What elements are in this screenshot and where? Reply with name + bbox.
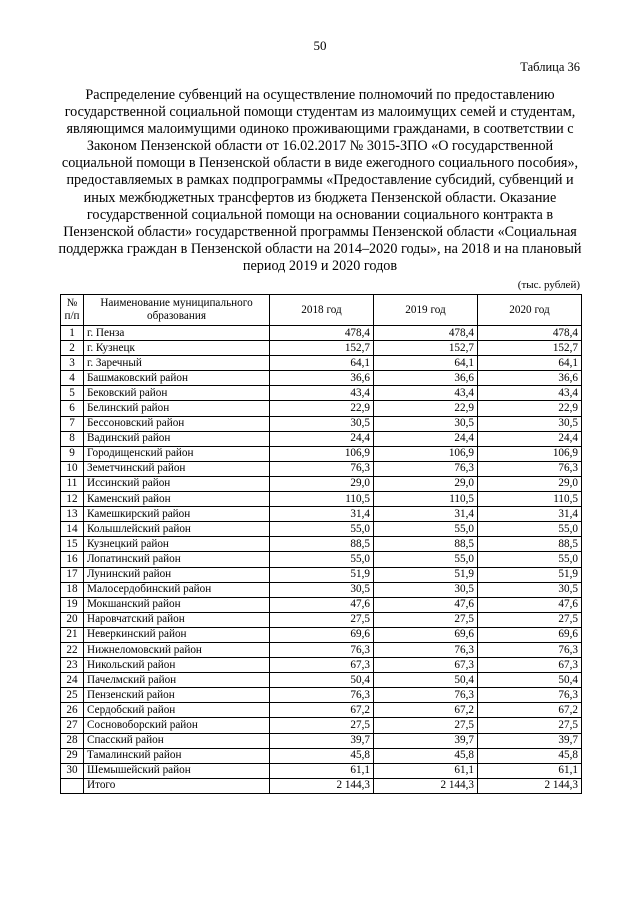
row-2018: 50,4 xyxy=(270,673,374,688)
row-2018: 76,3 xyxy=(270,642,374,657)
row-2018: 31,4 xyxy=(270,507,374,522)
row-num: 16 xyxy=(61,552,84,567)
row-name: Нижнеломовский район xyxy=(84,642,270,657)
row-2019: 47,6 xyxy=(374,597,478,612)
row-2018: 45,8 xyxy=(270,748,374,763)
row-name: Кузнецкий район xyxy=(84,537,270,552)
row-2020: 31,4 xyxy=(478,507,582,522)
table-row xyxy=(61,748,582,763)
row-num: 7 xyxy=(61,416,84,431)
row-num: 24 xyxy=(61,673,84,688)
row-name: Земетчинский район xyxy=(84,461,270,476)
row-2018: 76,3 xyxy=(270,461,374,476)
row-2020: 76,3 xyxy=(478,688,582,703)
table-row xyxy=(61,492,582,507)
row-num: 10 xyxy=(61,461,84,476)
row-2019: 61,1 xyxy=(374,763,478,778)
row-2019: 31,4 xyxy=(374,507,478,522)
row-2018: 67,3 xyxy=(270,658,374,673)
row-num: 5 xyxy=(61,386,84,401)
row-num: 23 xyxy=(61,658,84,673)
row-2018: 36,6 xyxy=(270,371,374,386)
table-row xyxy=(61,733,582,748)
row-2019: 67,3 xyxy=(374,658,478,673)
row-num: 25 xyxy=(61,688,84,703)
row-name: Сердобский район xyxy=(84,703,270,718)
row-name: Наровчатский район xyxy=(84,612,270,627)
row-2018: 30,5 xyxy=(270,416,374,431)
row-2018: 76,3 xyxy=(270,688,374,703)
row-num: 30 xyxy=(61,763,84,778)
row-2019: 55,0 xyxy=(374,552,478,567)
row-2020: 39,7 xyxy=(478,733,582,748)
row-2018: 27,5 xyxy=(270,718,374,733)
row-num: 21 xyxy=(61,627,84,642)
page-number: 50 xyxy=(313,38,327,53)
row-2020: 55,0 xyxy=(478,552,582,567)
row-name: Лопатинский район xyxy=(84,552,270,567)
row-2018: 27,5 xyxy=(270,612,374,627)
row-num: 28 xyxy=(61,733,84,748)
row-name: г. Кузнецк xyxy=(84,341,270,356)
row-num: 19 xyxy=(61,597,84,612)
row-2020: 76,3 xyxy=(478,642,582,657)
row-2019: 76,3 xyxy=(374,688,478,703)
row-name: Неверкинский район xyxy=(84,627,270,642)
row-num: 12 xyxy=(61,492,84,507)
row-2019: 30,5 xyxy=(374,582,478,597)
table-row xyxy=(61,552,582,567)
table-row xyxy=(61,597,582,612)
row-2020: 43,4 xyxy=(478,386,582,401)
row-2020: 45,8 xyxy=(478,748,582,763)
row-2019: 27,5 xyxy=(374,718,478,733)
row-2019: 55,0 xyxy=(374,522,478,537)
row-2018: 67,2 xyxy=(270,703,374,718)
row-2020: 110,5 xyxy=(478,492,582,507)
row-2018: 69,6 xyxy=(270,627,374,642)
row-2018: 61,1 xyxy=(270,763,374,778)
row-num: 18 xyxy=(61,582,84,597)
row-name: Мокшанский район xyxy=(84,597,270,612)
row-num: 3 xyxy=(61,356,84,371)
row-2020: 64,1 xyxy=(478,356,582,371)
table-row xyxy=(61,341,582,356)
row-2018: 55,0 xyxy=(270,552,374,567)
row-2018: 24,4 xyxy=(270,431,374,446)
row-name: г. Заречный xyxy=(84,356,270,371)
total-num-cell xyxy=(61,778,84,793)
total-2018: 2 144,3 xyxy=(270,778,374,793)
table-row xyxy=(61,537,582,552)
row-name: Спасский район xyxy=(84,733,270,748)
row-2020: 29,0 xyxy=(478,476,582,491)
table-row xyxy=(61,401,582,416)
row-name: Колышлейский район xyxy=(84,522,270,537)
row-2020: 30,5 xyxy=(478,416,582,431)
row-2020: 50,4 xyxy=(478,673,582,688)
row-num: 14 xyxy=(61,522,84,537)
row-2019: 88,5 xyxy=(374,537,478,552)
row-2020: 67,3 xyxy=(478,658,582,673)
total-row xyxy=(61,778,582,793)
row-num: 2 xyxy=(61,341,84,356)
row-2020: 106,9 xyxy=(478,446,582,461)
row-name: Бессоновский район xyxy=(84,416,270,431)
row-2019: 478,4 xyxy=(374,326,478,341)
table-row xyxy=(61,476,582,491)
row-2020: 152,7 xyxy=(478,341,582,356)
header-2020: 2020 год xyxy=(478,295,582,326)
row-num: 17 xyxy=(61,567,84,582)
row-2020: 27,5 xyxy=(478,718,582,733)
table-row xyxy=(61,582,582,597)
row-2020: 69,6 xyxy=(478,627,582,642)
row-num: 29 xyxy=(61,748,84,763)
table-row xyxy=(61,567,582,582)
table-row xyxy=(61,326,582,341)
row-2018: 152,7 xyxy=(270,341,374,356)
row-2019: 22,9 xyxy=(374,401,478,416)
row-num: 20 xyxy=(61,612,84,627)
header-2018: 2018 год xyxy=(270,295,374,326)
table-row xyxy=(61,371,582,386)
header-2019: 2019 год xyxy=(374,295,478,326)
table-row xyxy=(61,718,582,733)
row-name: г. Пенза xyxy=(84,326,270,341)
row-num: 1 xyxy=(61,326,84,341)
row-2019: 76,3 xyxy=(374,461,478,476)
row-2019: 24,4 xyxy=(374,431,478,446)
header-num: № п/п xyxy=(61,295,84,326)
row-2020: 36,6 xyxy=(478,371,582,386)
row-num: 11 xyxy=(61,476,84,491)
table-row xyxy=(61,642,582,657)
row-2020: 30,5 xyxy=(478,582,582,597)
row-2018: 55,0 xyxy=(270,522,374,537)
row-2018: 110,5 xyxy=(270,492,374,507)
row-2019: 106,9 xyxy=(374,446,478,461)
table-row xyxy=(61,612,582,627)
row-2020: 61,1 xyxy=(478,763,582,778)
row-name: Белинский район xyxy=(84,401,270,416)
row-2019: 29,0 xyxy=(374,476,478,491)
row-2020: 67,2 xyxy=(478,703,582,718)
row-2020: 24,4 xyxy=(478,431,582,446)
row-2019: 36,6 xyxy=(374,371,478,386)
row-2020: 478,4 xyxy=(478,326,582,341)
table-row xyxy=(61,688,582,703)
row-2019: 152,7 xyxy=(374,341,478,356)
table-row xyxy=(61,763,582,778)
row-2019: 39,7 xyxy=(374,733,478,748)
row-2019: 43,4 xyxy=(374,386,478,401)
table-row xyxy=(61,416,582,431)
row-2019: 67,2 xyxy=(374,703,478,718)
row-name: Бековский район xyxy=(84,386,270,401)
row-2019: 45,8 xyxy=(374,748,478,763)
row-name: Камешкирский район xyxy=(84,507,270,522)
row-2020: 47,6 xyxy=(478,597,582,612)
row-2020: 76,3 xyxy=(478,461,582,476)
row-num: 26 xyxy=(61,703,84,718)
row-name: Малосердобинский район xyxy=(84,582,270,597)
row-2018: 22,9 xyxy=(270,401,374,416)
row-2019: 69,6 xyxy=(374,627,478,642)
table-row xyxy=(61,658,582,673)
row-name: Городищенский район xyxy=(84,446,270,461)
row-num: 6 xyxy=(61,401,84,416)
header-name: Наименование муниципального образования xyxy=(84,295,270,326)
row-num: 9 xyxy=(61,446,84,461)
table-row xyxy=(61,703,582,718)
row-name: Лунинский район xyxy=(84,567,270,582)
table-row xyxy=(61,446,582,461)
row-num: 22 xyxy=(61,642,84,657)
row-num: 4 xyxy=(61,371,84,386)
row-2018: 478,4 xyxy=(270,326,374,341)
row-2020: 88,5 xyxy=(478,537,582,552)
table-row xyxy=(61,627,582,642)
units-label: (тыс. рублей) xyxy=(517,279,580,291)
row-name: Тамалинский район xyxy=(84,748,270,763)
row-2019: 30,5 xyxy=(374,416,478,431)
row-2020: 27,5 xyxy=(478,612,582,627)
row-num: 15 xyxy=(61,537,84,552)
table-row xyxy=(61,522,582,537)
row-name: Иссинский район xyxy=(84,476,270,491)
table-row xyxy=(61,461,582,476)
row-2018: 39,7 xyxy=(270,733,374,748)
total-label: Итого xyxy=(84,778,270,793)
row-2018: 106,9 xyxy=(270,446,374,461)
subvention-table xyxy=(60,294,582,794)
row-2018: 29,0 xyxy=(270,476,374,491)
row-name: Никольский район xyxy=(84,658,270,673)
table-row xyxy=(61,386,582,401)
row-2019: 76,3 xyxy=(374,642,478,657)
row-2018: 47,6 xyxy=(270,597,374,612)
row-2019: 110,5 xyxy=(374,492,478,507)
table-row xyxy=(61,431,582,446)
row-2018: 64,1 xyxy=(270,356,374,371)
row-name: Пензенский район xyxy=(84,688,270,703)
row-2018: 43,4 xyxy=(270,386,374,401)
row-2019: 64,1 xyxy=(374,356,478,371)
row-name: Шемышейский район xyxy=(84,763,270,778)
row-2020: 51,9 xyxy=(478,567,582,582)
table-header-row xyxy=(61,295,582,326)
row-name: Каменский район xyxy=(84,492,270,507)
row-2018: 88,5 xyxy=(270,537,374,552)
row-2019: 50,4 xyxy=(374,673,478,688)
row-2020: 22,9 xyxy=(478,401,582,416)
table-body xyxy=(61,326,582,779)
row-2019: 51,9 xyxy=(374,567,478,582)
table-row xyxy=(61,507,582,522)
row-num: 27 xyxy=(61,718,84,733)
row-name: Сосновоборский район xyxy=(84,718,270,733)
row-name: Пачелмский район xyxy=(84,673,270,688)
table-row xyxy=(61,356,582,371)
table-label: Таблица 36 xyxy=(520,60,580,74)
total-2019: 2 144,3 xyxy=(374,778,478,793)
row-name: Башмаковский район xyxy=(84,371,270,386)
row-num: 13 xyxy=(61,507,84,522)
row-2018: 30,5 xyxy=(270,582,374,597)
row-2019: 27,5 xyxy=(374,612,478,627)
row-num: 8 xyxy=(61,431,84,446)
row-2020: 55,0 xyxy=(478,522,582,537)
total-2020: 2 144,3 xyxy=(478,778,582,793)
table-row xyxy=(61,673,582,688)
row-2018: 51,9 xyxy=(270,567,374,582)
row-name: Вадинский район xyxy=(84,431,270,446)
document-title: Распределение субвенций на осуществление полномочий по предоставлению государственной социальной помощи студентам из малоимущих семей и студентам, являющимся малоимущими одиноко проживающими гражданами, в соответствии с Законом Пензенской области от 16.02.2017 № 3015-ЗПО «О государственной социальной помощи в Пензенской области в виде ежегодного социального пособия», предоставляемых в рамках подпрограммы «Предоставление субсидий, субвенций и иных межбюджетных трансфертов из бюджета Пензенской области. Оказание государственной социальной помощи на основании социального контракта в Пензенской области» государственной программы Пензенской области «Социальная поддержка граждан в Пензенской области на 2014–2020 годы», на 2018 и на плановый период 2019 и 2020 годов xyxy=(58,87,582,274)
